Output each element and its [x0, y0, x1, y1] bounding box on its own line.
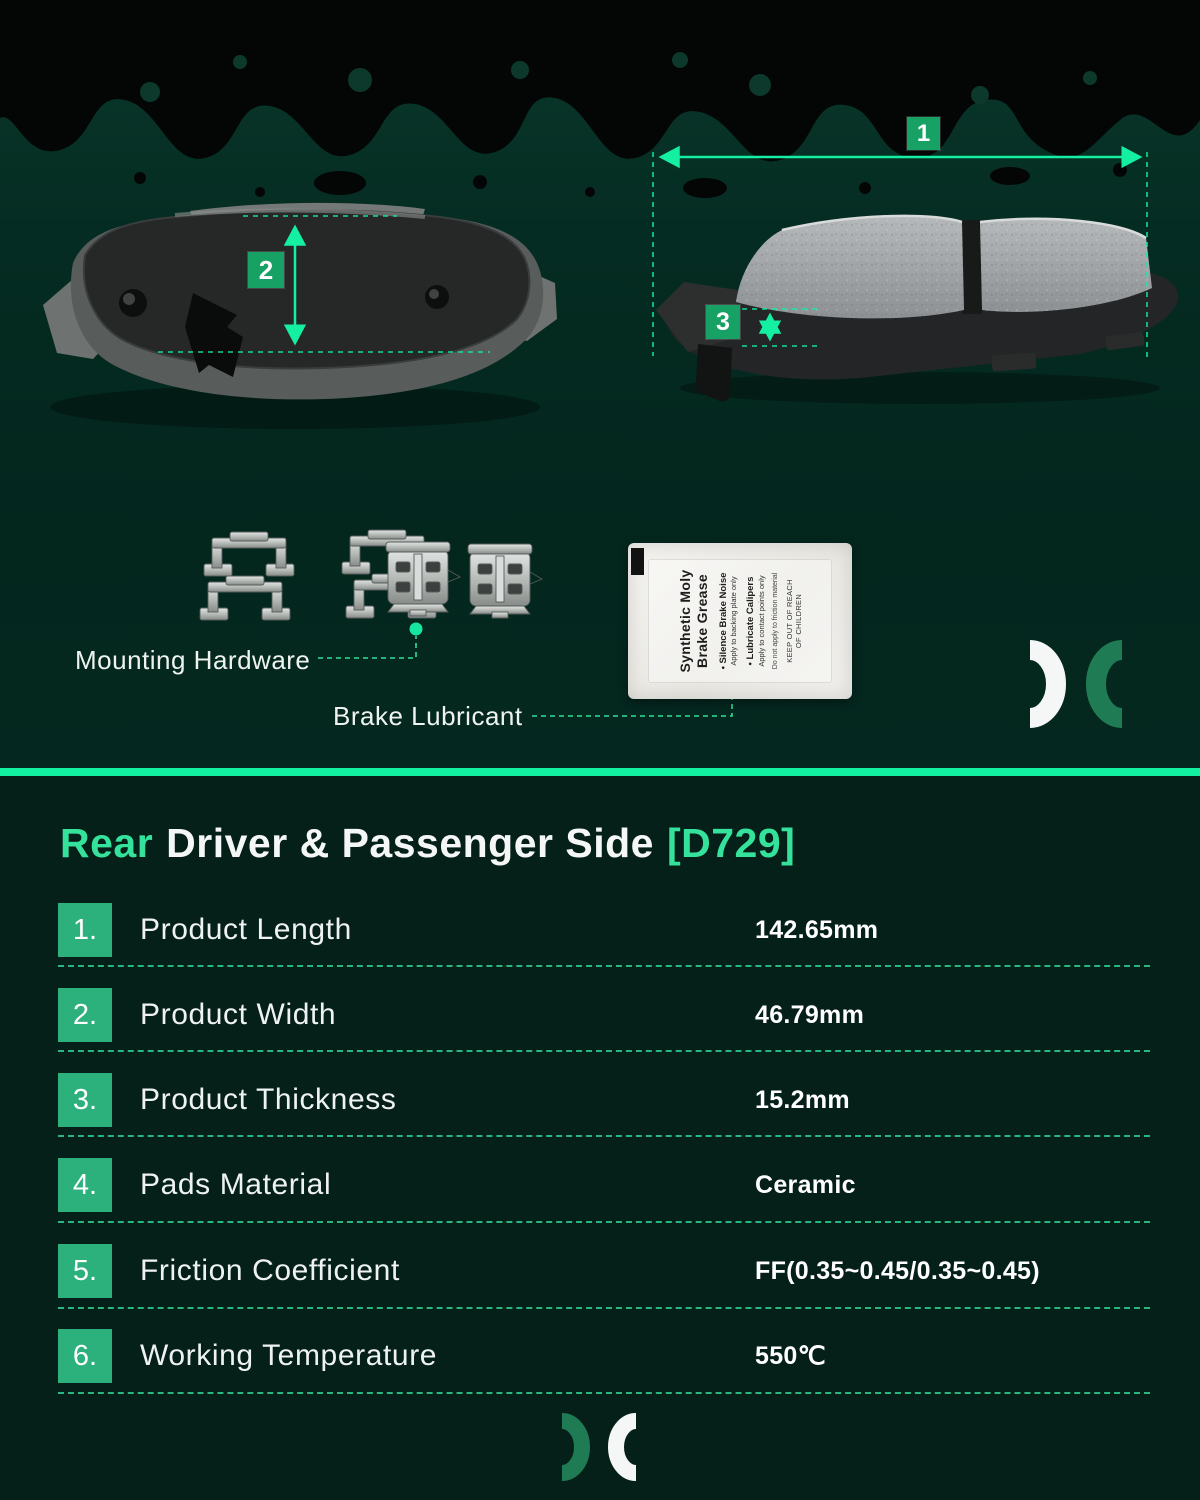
- row-separator: [58, 1135, 1150, 1137]
- row-separator: [58, 1392, 1150, 1394]
- packet-warning-line2: OF CHILDREN: [794, 593, 804, 649]
- dim-badge-2: 2: [248, 252, 284, 288]
- row-value: 142.65mm: [755, 916, 879, 944]
- row-value: 46.79mm: [755, 1001, 865, 1029]
- row-number-badge: 3.: [58, 1073, 112, 1127]
- mounting-hardware-label: Mounting Hardware: [75, 645, 311, 675]
- spec-row-friction-coefficient: [0, 1244, 1200, 1298]
- row-value: Ceramic: [755, 1171, 856, 1199]
- row-label: Pads Material: [140, 1168, 332, 1201]
- row-number-badge: 5.: [58, 1244, 112, 1298]
- packet-bullet2: • Lubricate Calipers: [744, 576, 756, 666]
- spec-row-product-length: [0, 903, 1200, 957]
- row-number-badge: 2.: [58, 988, 112, 1042]
- title-code: [D729]: [666, 820, 796, 866]
- row-value: FF(0.35~0.45/0.35~0.45): [755, 1257, 1040, 1285]
- brand-logo-icon: [1006, 636, 1136, 732]
- packet-note: Do not apply to friction material: [772, 572, 779, 670]
- row-separator: [58, 1050, 1150, 1052]
- row-label: Product Length: [140, 913, 352, 946]
- section-title: [60, 820, 795, 867]
- packet-warning-line1: KEEP OUT OF REACH: [784, 579, 794, 663]
- row-number-badge: 6.: [58, 1329, 112, 1383]
- row-separator: [58, 1221, 1150, 1223]
- row-label: Product Width: [140, 998, 337, 1031]
- packet-bullet1-sub: Apply to backing plate only: [729, 576, 739, 666]
- dim-badge-1: 1: [907, 117, 940, 150]
- row-separator: [58, 965, 1150, 967]
- packet-bullet1: • Silence Brake Noise: [717, 572, 729, 670]
- row-label: Friction Coefficient: [140, 1254, 400, 1287]
- packet-text: [637, 546, 843, 696]
- row-value: 15.2mm: [755, 1086, 850, 1114]
- brake-grease-packet: [628, 543, 852, 699]
- title-highlight: Rear: [60, 820, 154, 866]
- row-label: Working Temperature: [140, 1339, 438, 1372]
- row-number-badge: 4.: [58, 1158, 112, 1212]
- spec-row-product-width: [0, 988, 1200, 1042]
- title-middle: Driver & Passenger Side: [166, 820, 654, 866]
- packet-title-line2: Brake Grease: [694, 574, 710, 668]
- spec-table-section: [0, 776, 1200, 1500]
- packet-bullet2-sub: Apply to contact points only: [756, 575, 766, 667]
- brake-lubricant-label: Brake Lubricant: [333, 701, 523, 731]
- row-value: 550℃: [755, 1342, 826, 1370]
- packet-title-line1: Synthetic Moly: [676, 569, 693, 673]
- divider-band: [0, 768, 1200, 776]
- spec-row-product-thickness: [0, 1073, 1200, 1127]
- row-label: Product Thickness: [140, 1083, 397, 1116]
- spec-row-pads-material: [0, 1158, 1200, 1212]
- spec-row-working-temperature: [0, 1329, 1200, 1383]
- row-separator: [58, 1307, 1150, 1309]
- brand-logo-icon-bottom: [543, 1410, 657, 1484]
- dim-badge-3: 3: [706, 305, 740, 339]
- row-number-badge: 1.: [58, 903, 112, 957]
